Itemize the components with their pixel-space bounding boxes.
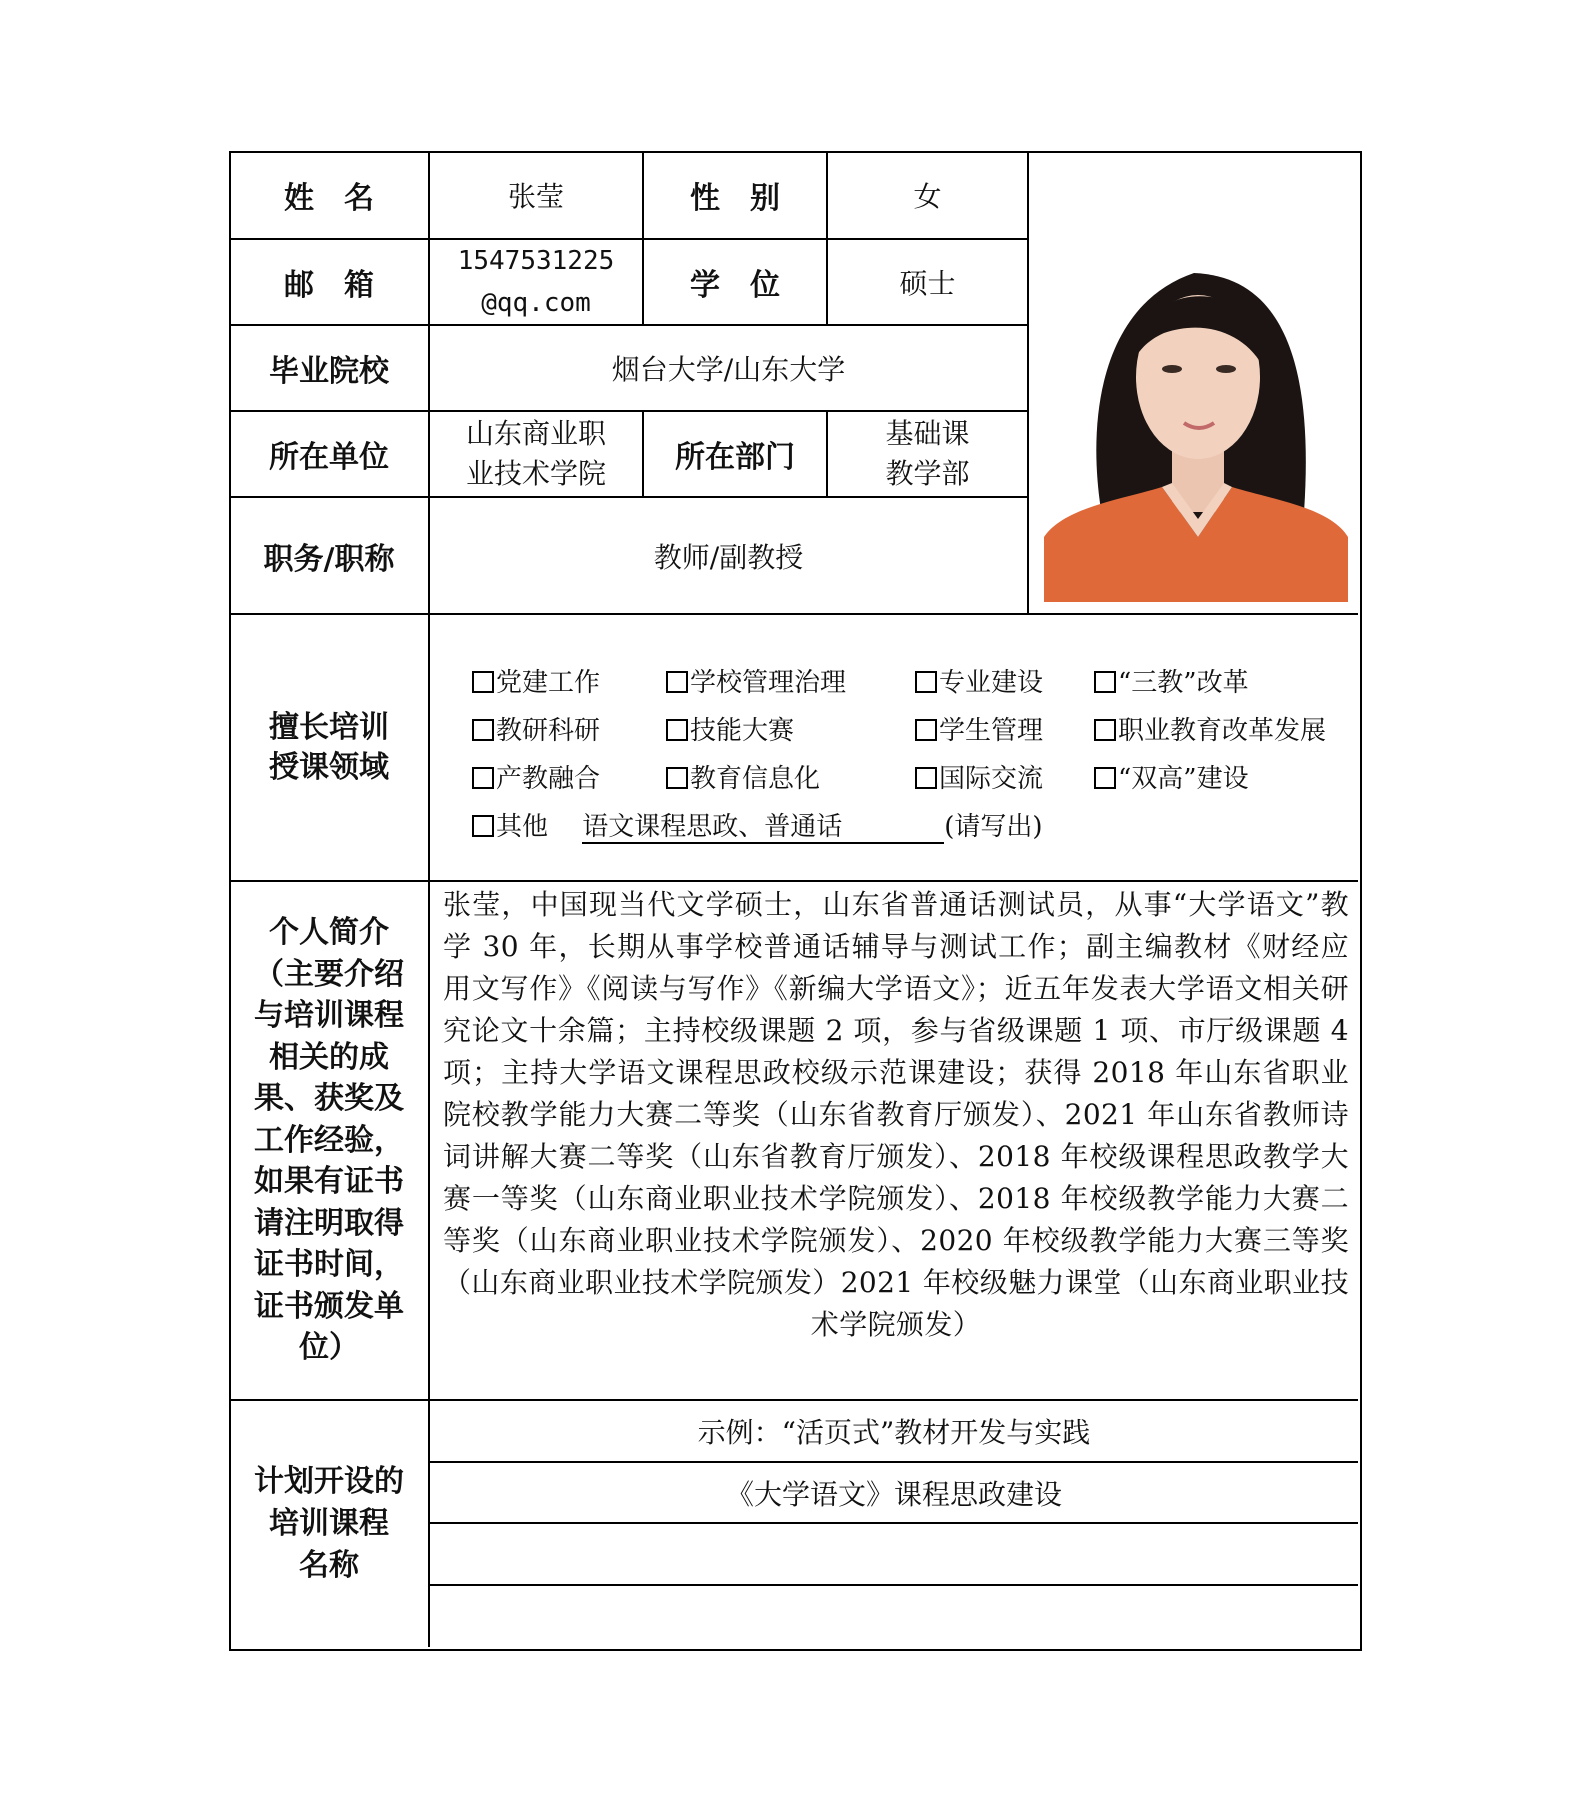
checkbox-icon[interactable] <box>666 719 688 741</box>
checkbox-item[interactable] <box>666 710 794 747</box>
department-value-line1: 基础课 <box>885 417 970 450</box>
department-value-line2: 教学部 <box>885 457 970 490</box>
checkbox-icon[interactable] <box>1094 719 1116 741</box>
course-item: 示例：“活页式”教材开发与实践 <box>697 1416 1091 1449</box>
course-item <box>430 1524 1358 1584</box>
bio-label-line: 果、获奖及 <box>254 1081 404 1117</box>
bio-label-line: （主要介绍 <box>254 956 404 992</box>
expertise-label <box>230 615 428 880</box>
bio-label-line: 位） <box>299 1330 359 1366</box>
course-item: 《大学语文》课程思政建设 <box>725 1477 1062 1511</box>
checkbox-item[interactable] <box>666 758 820 795</box>
course-item <box>430 1586 1358 1647</box>
department-value <box>828 412 1027 496</box>
checkbox-icon[interactable] <box>472 815 494 837</box>
unit-value <box>430 412 642 496</box>
checkbox-icon[interactable] <box>472 671 494 693</box>
checkbox-item[interactable] <box>1094 710 1326 747</box>
checkbox-label: 党建工作 <box>496 668 601 698</box>
portrait-photo <box>1044 237 1348 602</box>
checkbox-icon[interactable] <box>666 767 688 789</box>
checkbox-icon[interactable] <box>915 671 937 693</box>
checkbox-item[interactable] <box>915 710 1043 747</box>
checkbox-item[interactable] <box>1094 662 1249 699</box>
checkbox-label: 教研科研 <box>496 716 601 746</box>
title-value: 教师/副教授 <box>653 540 804 574</box>
checkbox-label: 学生管理 <box>939 716 1044 746</box>
checkbox-label: “双高”建设 <box>1118 764 1249 794</box>
checkbox-item[interactable] <box>1094 758 1249 795</box>
name-label: 姓 名 <box>284 181 374 216</box>
bio-label-line: 相关的成 <box>269 1039 389 1075</box>
checkbox-icon[interactable] <box>1094 767 1116 789</box>
email-value-line2: @qq.com <box>481 288 591 318</box>
checkbox-other-label: 其他 <box>496 812 549 842</box>
bio-label-line: 请注明取得 <box>254 1205 404 1241</box>
photo-column-line <box>1027 151 1029 614</box>
email-value-line1: 1547531225 <box>457 246 615 276</box>
gender-label: 性 别 <box>690 181 780 216</box>
bio-label-line: 证书颁发单 <box>254 1288 404 1324</box>
other-field[interactable] <box>582 812 944 844</box>
checkbox-icon[interactable] <box>915 767 937 789</box>
checkbox-label: 技能大赛 <box>690 716 795 746</box>
checkbox-label: 专业建设 <box>939 668 1044 698</box>
checkbox-label: 国际交流 <box>939 764 1044 794</box>
bio-label-line: 如果有证书 <box>254 1164 404 1200</box>
email-label: 邮 箱 <box>284 268 374 303</box>
unit-label: 所在单位 <box>269 440 389 475</box>
bio-text: 张莹，中国现当代文学硕士，山东省普通话测试员，从事“大学语文”教学 30 年，长期从事学校普通话辅导与测试工作；副主编教材《财经应用文写作》《阅读与写作》《新编大学语文》；近五年发表大学语文相关研究论文十余篇；主持校级课题 2 项，参与省级课题 1 项、市厅级课题 4 项；主持大学语文课程思政校级示范课建设；获得 2018 年山东省职业院校教学能力大赛二等奖（山东省教育厅颁发）、2021 年山东省教师诗词讲解大赛二等奖（山东省教育厅颁发）、2018 年校级课程思政教学大赛一等奖（山东商业职业技术学院颁发）、2018 年校级教学能力大赛二等奖（山东商业职业技术学院颁发）、2020 年校级教学能力大赛三等奖（山东商业职业技术学院颁发）2021 年校级魅力课堂（山东商业职业技术学院颁发） <box>443 888 1349 1341</box>
bio-label-line: 与培训课程 <box>254 998 404 1034</box>
checkbox-item[interactable] <box>666 662 846 699</box>
checkbox-item[interactable] <box>472 662 600 699</box>
bio-label-line: 证书时间， <box>254 1247 404 1283</box>
bio-label-line: 个人简介 <box>269 915 389 951</box>
checkbox-icon[interactable] <box>472 719 494 741</box>
checkbox-item[interactable] <box>915 662 1043 699</box>
gender-value: 女 <box>913 180 942 213</box>
degree-value: 硕士 <box>899 267 956 300</box>
checkbox-item[interactable] <box>472 710 600 747</box>
other-field-value: 语文课程思政、普通话 <box>582 812 843 842</box>
title-label: 职务/职称 <box>263 541 395 577</box>
courses-label-line3: 名称 <box>299 1548 359 1583</box>
courses-label-line1: 计划开设的 <box>254 1464 404 1499</box>
bio-label <box>230 882 428 1399</box>
bio-label-line: 工作经验， <box>254 1122 404 1158</box>
school-label: 毕业院校 <box>269 354 389 389</box>
expertise-label-line1: 擅长培训 <box>269 709 389 745</box>
checkbox-label: “三教”改革 <box>1118 668 1249 698</box>
other-note: (请写出) <box>944 812 1043 842</box>
checkbox-icon[interactable] <box>666 671 688 693</box>
checkbox-icon[interactable] <box>1094 671 1116 693</box>
checkbox-label: 学校管理治理 <box>690 668 847 698</box>
checkbox-item[interactable] <box>472 758 600 795</box>
email-value <box>430 240 642 324</box>
expertise-label-line2: 授课领域 <box>269 749 389 785</box>
checkbox-item[interactable] <box>915 758 1043 795</box>
checkbox-label: 产教融合 <box>496 764 601 794</box>
checkbox-label: 教育信息化 <box>690 764 821 794</box>
checkbox-other[interactable] <box>472 806 1043 844</box>
unit-value-line1: 山东商业职 <box>465 417 606 450</box>
degree-label: 学 位 <box>690 268 780 303</box>
checkbox-icon[interactable] <box>915 719 937 741</box>
department-label: 所在部门 <box>675 440 795 475</box>
unit-value-line2: 业技术学院 <box>465 457 606 490</box>
courses-label <box>230 1401 428 1647</box>
checkbox-label: 职业教育改革发展 <box>1118 716 1327 746</box>
school-value: 烟台大学/山东大学 <box>611 353 846 386</box>
checkbox-icon[interactable] <box>472 767 494 789</box>
courses-label-line2: 培训课程 <box>269 1506 389 1541</box>
name-value: 张莹 <box>507 180 564 213</box>
